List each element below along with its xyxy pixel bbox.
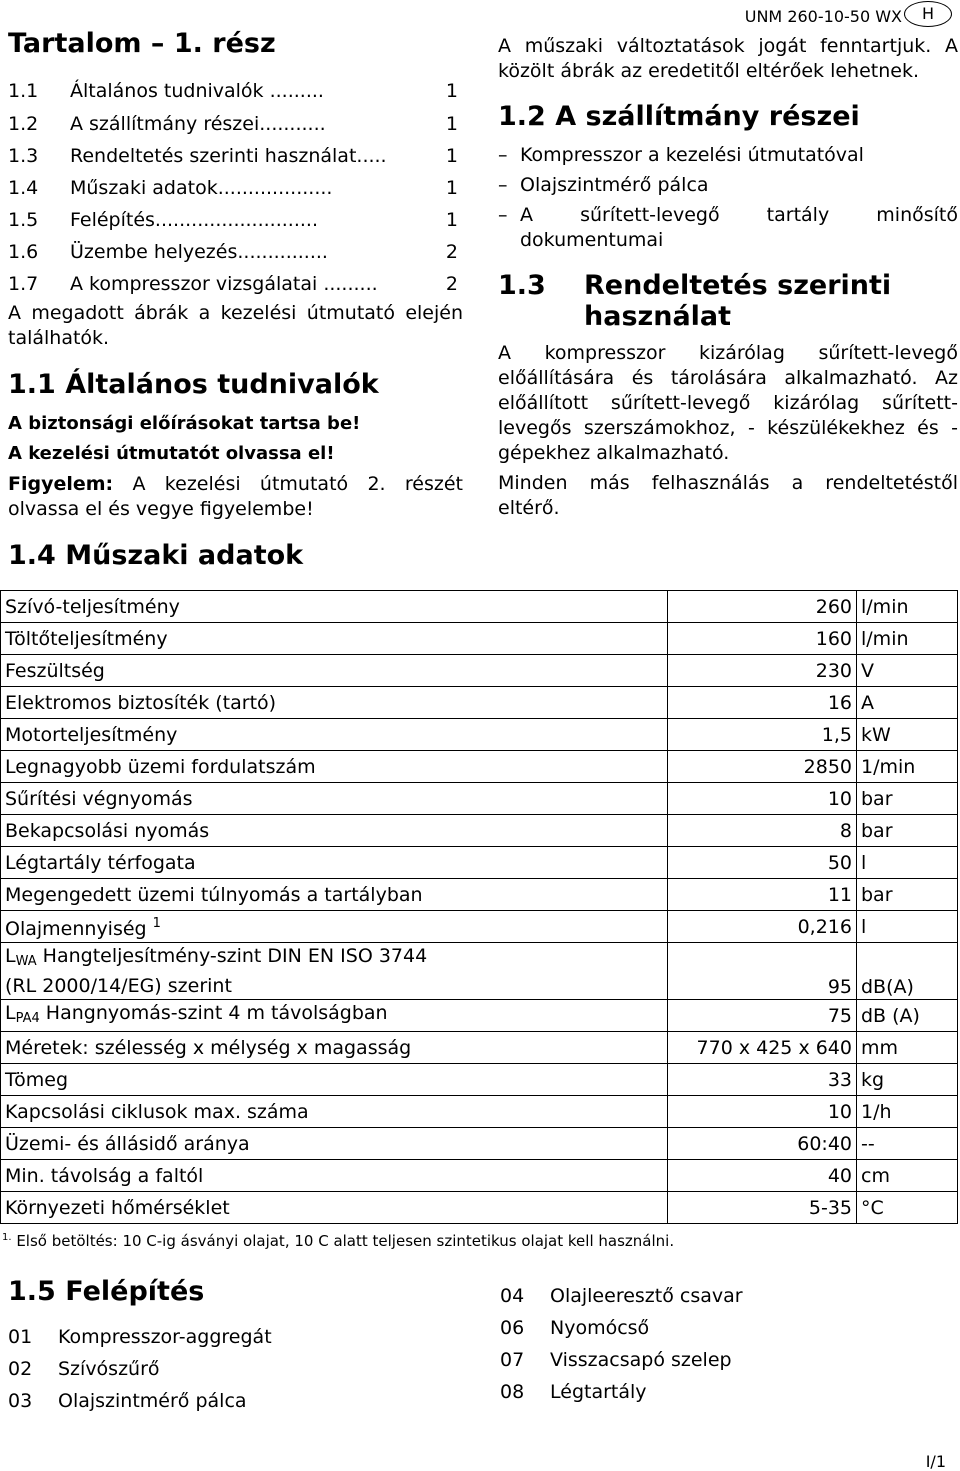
toc-item-text: A kompresszor vizsgálatai ......... (70, 273, 378, 295)
spec-label-text: Bekapcsolási nyomás (5, 819, 210, 842)
intended-use-paragraph: A kompresszor kizárólag sűrített-levegő előállítására és tárolására alkalmazható. Az előállított sűrített-levegő kizárólag sűrített-levegős szerszámokhoz, - készülékekhez és - gépekhez alkalmazható. (498, 342, 958, 464)
toc-item-number: 1.5 (8, 209, 39, 231)
part-number: 07 (500, 1349, 525, 1371)
toc-item-text: Rendeltetés szerinti használat..... (70, 145, 387, 167)
spec-value: 40 (668, 1160, 857, 1192)
spec-value: 8 (668, 815, 857, 847)
spec-label-text: Környezeti hőmérséklet (5, 1196, 230, 1219)
spec-row (1, 879, 958, 911)
spec-label-text: Kapcsolási ciklusok max. száma (5, 1100, 309, 1123)
spec-unit: bar (857, 879, 958, 911)
part-name: Olajszintmérő pálca (58, 1390, 247, 1412)
spec-value: 0,216 (668, 911, 857, 943)
delivery-item (498, 203, 958, 253)
spec-label (1, 655, 668, 687)
attention-label: Figyelem: (8, 473, 114, 495)
section-heading-structure: 1.5 Felépítés (8, 1276, 205, 1307)
toc-item-number: 1.2 (8, 113, 39, 135)
spec-row (1, 783, 958, 815)
spec-label (1, 623, 668, 655)
spec-value: 60:40 (668, 1128, 857, 1160)
spec-row (1, 1192, 958, 1224)
spec-symbol-subscript: WA (15, 954, 37, 969)
part-number: 01 (8, 1326, 33, 1348)
spec-row (1, 751, 958, 783)
misuse-paragraph: Minden más felhasználás a rendeltetéstől eltérő. (498, 472, 958, 519)
spec-row (1, 815, 958, 847)
delivery-item-text: Kompresszor a kezelési útmutatóval (520, 144, 864, 166)
spec-label-text: Légtartály térfogata (5, 851, 196, 874)
spec-unit: A (857, 687, 958, 719)
spec-symbol: L (5, 1001, 16, 1024)
heading-line-1: Rendeltetés szerinti (584, 270, 892, 301)
spec-label-line-2: (RL 2000/14/EG) szerint (5, 975, 232, 997)
delivery-item (498, 173, 958, 198)
section-heading-specs: 1.4 Műszaki adatok (8, 540, 304, 571)
spec-row (1, 1160, 958, 1192)
spec-label (1, 1064, 668, 1096)
spec-row (1, 1096, 958, 1128)
dash-bullet: – (498, 174, 508, 196)
spec-label-text: Elektromos biztosíték (tartó) (5, 691, 277, 714)
spec-value: 770 x 425 x 640 (668, 1032, 857, 1064)
spec-label (1, 879, 668, 911)
toc-item-text: Üzembe helyezés............... (70, 241, 328, 263)
spec-unit: kg (857, 1064, 958, 1096)
model-number: UNM 260-10-50 WX (744, 7, 902, 26)
spec-row (1, 847, 958, 879)
part-number: 03 (8, 1390, 33, 1412)
spec-label (1, 687, 668, 719)
spec-value: 16 (668, 687, 857, 719)
footnote-mark: 1. (2, 1232, 12, 1243)
toc-item-page: 1 (445, 80, 458, 102)
part-number: 08 (500, 1381, 525, 1403)
part-name: Olajleeresztő csavar (550, 1285, 743, 1307)
part-name: Kompresszor-aggregát (58, 1326, 272, 1348)
spec-label-text: Olajmennyiség (5, 918, 147, 940)
spec-label-text: Üzemi- és állásidő aránya (5, 1132, 250, 1155)
spec-row (1, 687, 958, 719)
section-heading-delivery: 1.2 A szállítmány részei (498, 101, 860, 132)
spec-row (1, 1064, 958, 1096)
attention-text: A kezelési útmutató 2. részét olvassa el és vegye figyelembe! (8, 473, 463, 520)
spec-row (1, 591, 958, 623)
spec-label-text: Motorteljesítmény (5, 723, 178, 746)
part-name: Visszacsapó szelep (550, 1349, 732, 1371)
toc-item-text: Általános tudnivalók ......... (70, 80, 324, 102)
spec-value: 1,5 (668, 719, 857, 751)
spec-value: 230 (668, 655, 857, 687)
heading-line-2: használat (584, 301, 732, 332)
spec-row (1, 719, 958, 751)
spec-unit: -- (857, 1128, 958, 1160)
page-number: I/1 (925, 1452, 946, 1471)
spec-label-text: Megengedett üzemi túlnyomás a tartályban (5, 883, 423, 906)
spec-value: 75 (668, 1000, 857, 1032)
spec-label-text: Töltőteljesítmény (5, 627, 168, 650)
spec-label (1, 591, 668, 623)
spec-unit: l (857, 847, 958, 879)
toc-item[interactable] (8, 209, 464, 241)
heading-number: 1.3 (498, 270, 546, 301)
spec-label (1, 1128, 668, 1160)
read-manual-notice: A kezelési útmutatót olvassa el! (8, 443, 335, 464)
toc-item-number: 1.3 (8, 145, 39, 167)
part-name: Légtartály (550, 1381, 647, 1403)
spec-label-text: Méretek: szélesség x mélység x magasság (5, 1036, 412, 1059)
section-heading-intended-use (498, 270, 891, 332)
dash-bullet: – (498, 204, 508, 226)
safety-notice: A biztonsági előírásokat tartsa be! (8, 413, 361, 434)
footnote-reference: 1 (152, 916, 161, 931)
toc-item-text: Műszaki adatok................... (70, 177, 333, 199)
delivery-item-text: A sűrített-levegő tartály minősítő dokumentumai (520, 204, 958, 251)
spec-label-text: Feszültség (5, 659, 105, 682)
toc-title: Tartalom – 1. rész (8, 28, 276, 59)
spec-row (1, 1032, 958, 1064)
spec-unit: 1/h (857, 1096, 958, 1128)
spec-value: 33 (668, 1064, 857, 1096)
spec-row (1, 1000, 958, 1032)
part-number: 04 (500, 1285, 525, 1307)
spec-label (1, 1096, 668, 1128)
spec-symbol-subscript: PA4 (15, 1010, 40, 1026)
toc-item[interactable] (8, 177, 464, 209)
spec-label-text: Hangnyomás-szint 4 m távolságban (39, 1001, 388, 1024)
attention-notice (8, 472, 463, 522)
part-name: Szívószűrő (58, 1358, 160, 1380)
spec-row (1, 1128, 958, 1160)
spec-unit: l (857, 911, 958, 943)
spec-unit: l/min (857, 591, 958, 623)
disclaimer: A műszaki változtatások jogát fenntartjuk. A közölt ábrák az eredetitől eltérőek lehetnek. (498, 35, 958, 82)
spec-label-text: Tömeg (5, 1068, 69, 1091)
spec-value: 50 (668, 847, 857, 879)
part-number: 06 (500, 1317, 525, 1339)
spec-label (1, 911, 668, 943)
toc-item-number: 1.4 (8, 177, 39, 199)
toc-item-number: 1.1 (8, 80, 39, 102)
spec-unit: kW (857, 719, 958, 751)
dash-bullet: – (498, 144, 508, 166)
spec-value: 260 (668, 591, 857, 623)
part-number: 02 (8, 1358, 33, 1380)
spec-label (1, 719, 668, 751)
spec-value: 160 (668, 623, 857, 655)
spec-label (1, 1000, 668, 1032)
toc-item-text: Felépítés........................... (70, 209, 318, 231)
toc-item-page: 1 (445, 145, 458, 167)
spec-unit: l/min (857, 623, 958, 655)
spec-unit: V (857, 655, 958, 687)
toc-item-page: 2 (445, 241, 458, 263)
spec-label-text: Min. távolság a faltól (5, 1164, 204, 1187)
footnote-text: Első betöltés: 10 C-ig ásványi olajat, 10 C alatt teljesen szintetikus olajat kell használni. (11, 1232, 675, 1250)
spec-unit: bar (857, 815, 958, 847)
spec-unit: cm (857, 1160, 958, 1192)
toc-item-page: 1 (445, 177, 458, 199)
spec-row (1, 655, 958, 687)
spec-unit: °C (857, 1192, 958, 1224)
spec-unit: dB (A) (857, 1000, 958, 1032)
spec-label-text: Sűrítési végnyomás (5, 787, 193, 810)
section-heading-general: 1.1 Általános tudnivalók (8, 369, 379, 400)
spec-label (1, 847, 668, 879)
spec-label-text: Hangteljesítmény-szint DIN EN ISO 3744 (36, 945, 428, 967)
toc-item-text: A szállítmány részei........... (70, 113, 326, 135)
spec-label (1, 1160, 668, 1192)
spec-symbol: L (5, 945, 16, 967)
spec-label (1, 751, 668, 783)
delivery-item (498, 143, 958, 168)
toc-item[interactable] (8, 145, 464, 177)
spec-row (1, 623, 958, 655)
spec-unit: mm (857, 1032, 958, 1064)
toc-item-number: 1.6 (8, 241, 39, 263)
toc-item[interactable] (8, 241, 464, 273)
toc-note: A megadott ábrák a kezelési útmutató elején találhatók. (8, 302, 463, 349)
spec-label (1, 783, 668, 815)
spec-label (1, 943, 668, 1000)
toc-item-page: 2 (445, 273, 458, 295)
spec-unit: dB(A) (857, 943, 958, 1000)
spec-value: 95 (668, 943, 857, 1000)
spec-label (1, 1192, 668, 1224)
toc-item[interactable] (8, 113, 464, 145)
spec-unit: 1/min (857, 751, 958, 783)
spec-label (1, 1032, 668, 1064)
spec-value: 10 (668, 1096, 857, 1128)
spec-label-text: Szívó-teljesítmény (5, 595, 180, 618)
language-badge: H (904, 1, 952, 27)
spec-value: 11 (668, 879, 857, 911)
toc-item-page: 1 (445, 113, 458, 135)
spec-row (1, 943, 958, 1000)
toc-item-number: 1.7 (8, 273, 39, 295)
spec-value: 10 (668, 783, 857, 815)
part-name: Nyomócső (550, 1317, 650, 1339)
delivery-item-text: Olajszintmérő pálca (520, 174, 709, 196)
toc-item-page: 1 (445, 209, 458, 231)
spec-unit: bar (857, 783, 958, 815)
spec-row (1, 911, 958, 943)
spec-value: 2850 (668, 751, 857, 783)
spec-label-text: Legnagyobb üzemi fordulatszám (5, 755, 316, 778)
footnote (2, 1232, 674, 1250)
spec-table (0, 590, 958, 1224)
spec-label (1, 815, 668, 847)
toc-item[interactable] (8, 80, 464, 112)
spec-value: 5-35 (668, 1192, 857, 1224)
